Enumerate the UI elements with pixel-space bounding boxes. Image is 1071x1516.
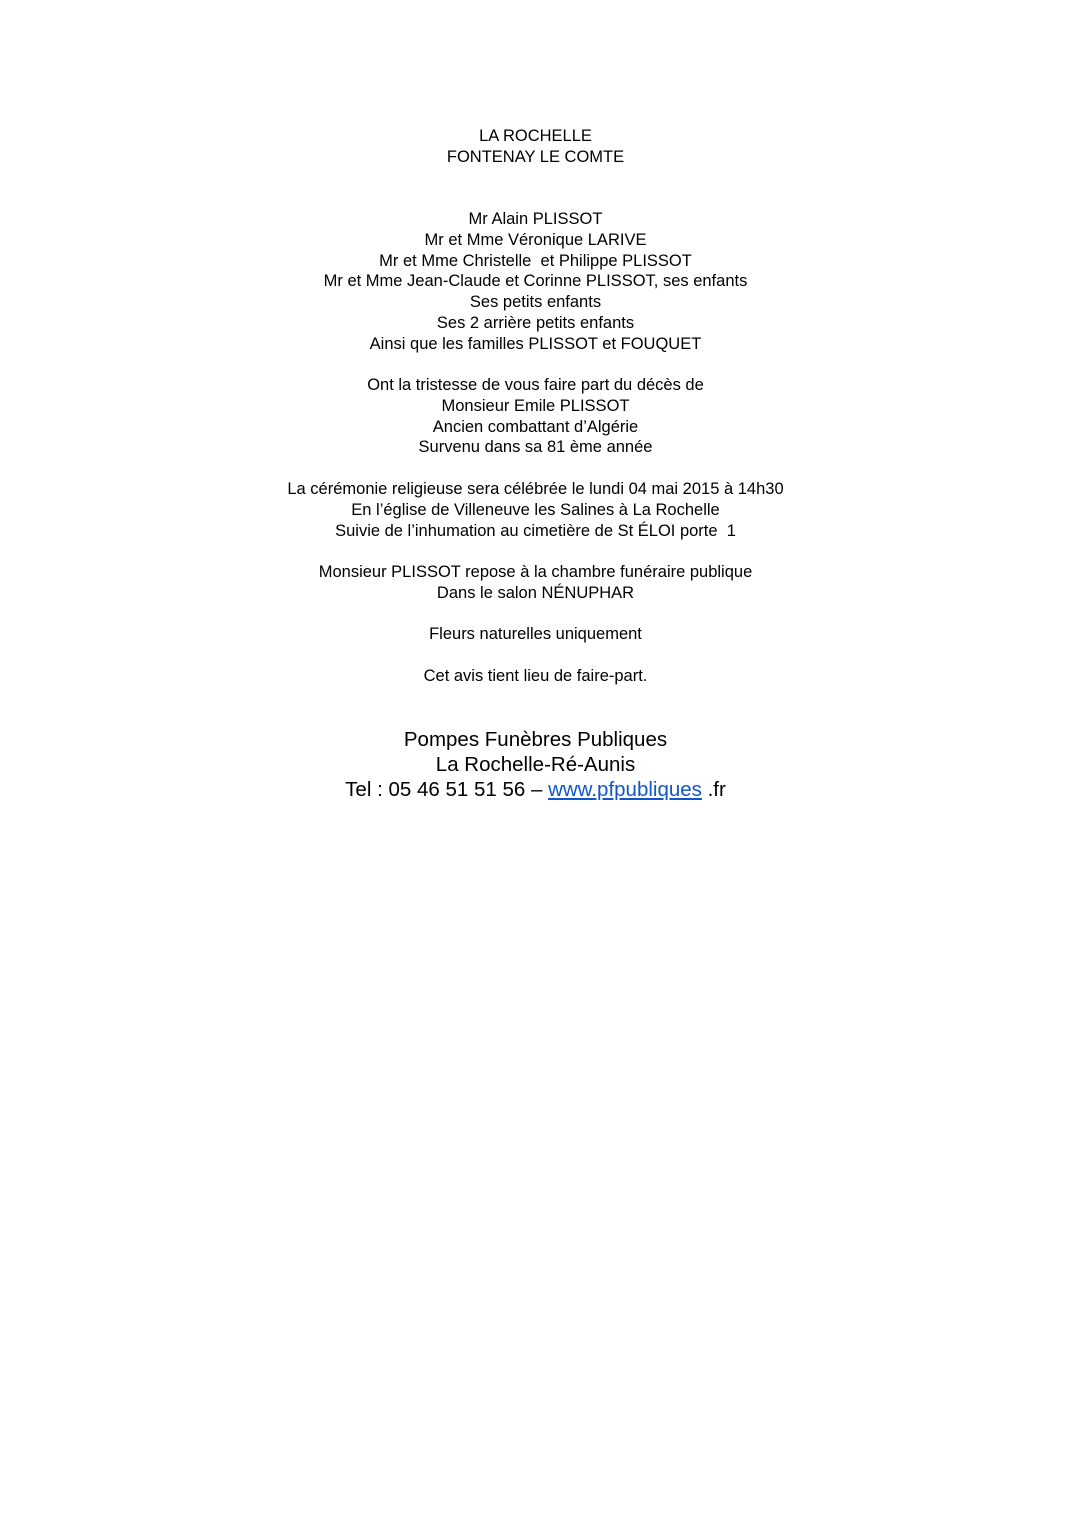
- family-line: Ses 2 arrière petits enfants: [436, 313, 635, 332]
- family-line: Mr et Mme Jean-Claude et Corinne PLISSOT, ses enfants: [323, 272, 748, 291]
- family-line: Mr et Mme Christelle et Philippe PLISSOT: [379, 251, 692, 270]
- family-line: Mr Alain PLISSOT: [468, 210, 603, 228]
- phone-text: Tel : 05 46 51 51 56 –: [345, 778, 549, 801]
- family-line: Ses petits enfants: [469, 293, 602, 312]
- ceremony-line: En l’église de Villeneuve les Salines à La Rochelle: [351, 500, 720, 519]
- death-announcement: [0, 375, 1071, 458]
- company-contact: [0, 777, 1071, 802]
- notice-text: Cet avis tient lieu de faire-part.: [423, 667, 648, 685]
- repose-details: [0, 562, 1071, 604]
- family-members: [0, 209, 1071, 355]
- company-name: Pompes Funèbres Publiques: [403, 728, 668, 751]
- website-link[interactable]: www.pfpubliques: [548, 778, 702, 801]
- family-line: Mr et Mme Véronique LARIVE: [424, 230, 647, 249]
- announcement-line: Ont la tristesse de vous faire part du décès de: [367, 376, 704, 394]
- flowers-note: [0, 624, 1071, 645]
- deceased-age: Survenu dans sa 81 ème année: [418, 438, 653, 457]
- ceremony-details: [0, 479, 1071, 541]
- family-line: Ainsi que les familles PLISSOT et FOUQUET: [369, 334, 702, 353]
- ceremony-line: La cérémonie religieuse sera célébrée le lundi 04 mai 2015 à 14h30: [287, 480, 784, 498]
- location-header: [0, 126, 1071, 168]
- website-suffix: .fr: [701, 778, 726, 801]
- repose-line: Monsieur PLISSOT repose à la chambre funéraire publique: [318, 563, 753, 581]
- deceased-name: Monsieur Emile PLISSOT: [441, 396, 630, 415]
- repose-line: Dans le salon NÉNUPHAR: [436, 583, 635, 602]
- flowers-text: Fleurs naturelles uniquement: [429, 625, 642, 643]
- company-location: La Rochelle-Ré-Aunis: [435, 753, 636, 776]
- ceremony-line: Suivie de l’inhumation au cimetière de St ÉLOI porte 1: [335, 521, 736, 540]
- deceased-title: Ancien combattant d’Algérie: [432, 417, 639, 436]
- notice-note: [0, 666, 1071, 687]
- header-line-city-1: LA ROCHELLE: [479, 127, 592, 145]
- funeral-company: [0, 727, 1071, 802]
- header-line-city-2: FONTENAY LE COMTE: [446, 147, 625, 166]
